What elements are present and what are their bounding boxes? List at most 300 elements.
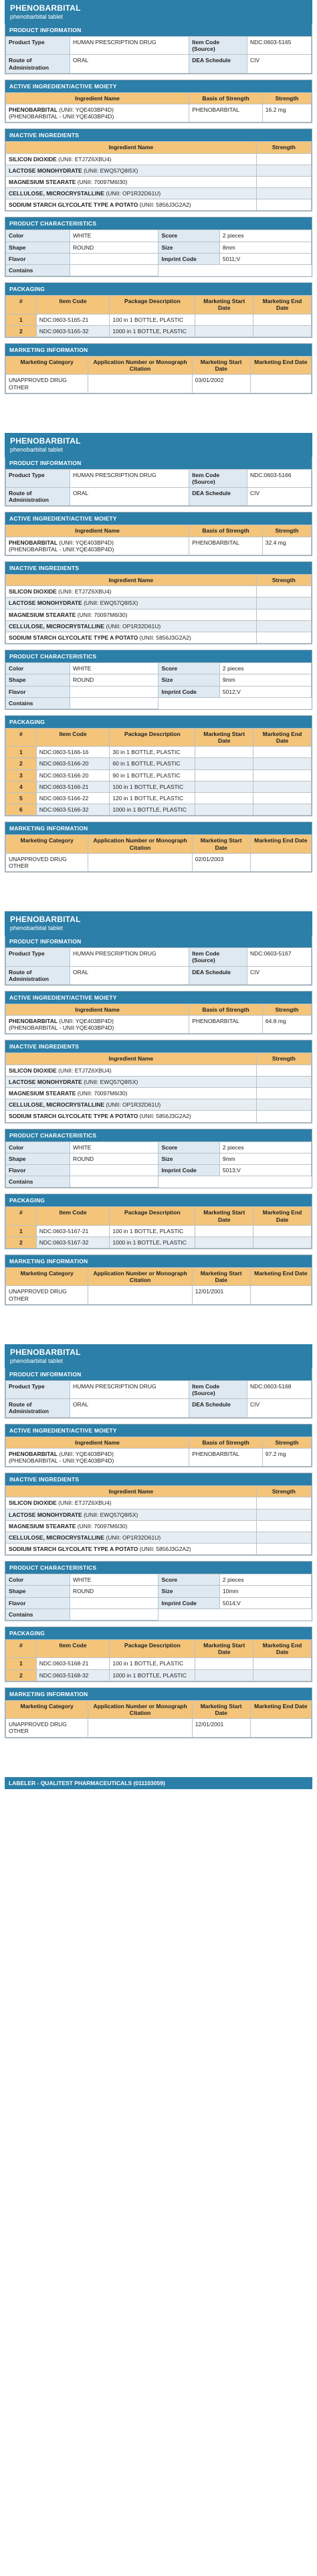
packaging-row — [6, 1225, 312, 1236]
inactive-ingredients-table — [5, 1485, 312, 1555]
marketing-information-table — [5, 356, 312, 393]
inactive-ingredient-strength — [256, 176, 311, 187]
inactive-ingredient-strength — [256, 1099, 311, 1111]
ingredient-bold-name: PHENOBARBITAL — [9, 1018, 58, 1025]
inactive-ingredients-section — [5, 1473, 312, 1556]
imprint-code-label: Imprint Code — [158, 253, 219, 264]
contains-label: Contains — [6, 1176, 70, 1188]
flavor-value — [70, 1164, 158, 1176]
ingredient-unii: (UNII: 70097M6I30) — [76, 1090, 128, 1097]
basis-of-strength: PHENOBARBITAL — [189, 1016, 263, 1034]
package-end-date — [253, 804, 312, 816]
dea-schedule-label: DEA Schedule — [189, 488, 247, 506]
inactive-ingredient-row — [6, 1099, 312, 1111]
inactive-ingredient-strength — [256, 153, 311, 165]
inactive-ingredient-name — [6, 1497, 257, 1509]
inactive-ingredient-strength — [256, 632, 311, 643]
package-start-date — [195, 758, 253, 769]
column-header: Marketing Start Date — [195, 296, 253, 314]
ingredient-bold-name: MAGNESIUM STEARATE — [9, 1522, 76, 1530]
inactive-ingredient-row — [6, 176, 312, 187]
inactive-ingredient-name — [6, 176, 257, 187]
active-moiety: (PHENOBARBITAL - UNII:YQE403BP4D) — [9, 1024, 114, 1032]
imprint-code-value: 5013;V — [219, 1164, 311, 1176]
product-information-section — [5, 1368, 312, 1418]
product-characteristics-section — [5, 217, 312, 277]
inactive-ingredient-strength — [256, 188, 311, 199]
column-header: Strength — [256, 1053, 311, 1065]
color-label: Color — [6, 1141, 70, 1153]
inactive-ingredient-row — [6, 1509, 312, 1520]
dea-schedule-value: CIV — [247, 55, 312, 73]
inactive-ingredient-name — [6, 188, 257, 199]
flavor-value — [70, 686, 158, 697]
section-title: MARKETING INFORMATION — [5, 1255, 312, 1267]
product-characteristics-section — [5, 1561, 312, 1621]
inactive-ingredient-name — [6, 1532, 257, 1543]
package-end-date — [253, 1669, 312, 1681]
inactive-ingredient-strength — [256, 1088, 311, 1099]
packaging-row — [6, 747, 312, 758]
section-title: INACTIVE INGREDIENTS — [5, 562, 312, 574]
column-header: Marketing Start Date — [192, 1700, 250, 1718]
empty-cell — [219, 1608, 311, 1620]
package-start-date — [195, 1225, 253, 1236]
ingredient-unii: (UNII: 70097M6I30) — [76, 611, 128, 618]
package-number: 4 — [6, 781, 37, 792]
column-header: Marketing Category — [6, 356, 88, 374]
package-item-code: NDC:0603-5166-32 — [36, 804, 110, 816]
product-information-table — [5, 1380, 312, 1418]
package-end-date — [253, 793, 312, 804]
ingredient-unii: (UNII: OP1R32D61U) — [104, 1101, 161, 1109]
flavor-value — [70, 1597, 158, 1608]
column-header: Strength — [256, 142, 311, 153]
column-header: Ingredient Name — [6, 1004, 189, 1015]
inactive-ingredients-section — [5, 1040, 312, 1123]
column-header: Application Number or Monograph Citation — [88, 835, 192, 853]
marketing-information-table — [5, 834, 312, 872]
active-moiety: (PHENOBARBITAL - UNII:YQE403BP4D) — [9, 545, 114, 553]
size-value: 9mm — [219, 674, 311, 686]
size-label: Size — [158, 674, 219, 686]
score-label: Score — [158, 663, 219, 674]
inactive-ingredient-strength — [256, 165, 311, 176]
ingredient-bold-name: PHENOBARBITAL — [9, 106, 58, 113]
inactive-ingredient-row — [6, 632, 312, 643]
color-value: WHITE — [70, 663, 158, 674]
packaging-table — [5, 1206, 312, 1249]
marketing-category: UNAPPROVED DRUG OTHER — [6, 1286, 88, 1304]
application-number — [88, 375, 192, 393]
active-ingredient-name — [6, 537, 189, 555]
package-item-code: NDC:0603-5166-21 — [36, 781, 110, 792]
column-header: Basis of Strength — [189, 525, 263, 537]
active-ingredient-name — [6, 104, 189, 122]
package-item-code: NDC:0603-5166-22 — [36, 793, 110, 804]
column-header: Strength — [262, 1004, 311, 1015]
score-value: 2 pieces — [219, 1574, 311, 1586]
score-label: Score — [158, 1574, 219, 1586]
marketing-start-date: 02/01/2003 — [192, 853, 250, 871]
package-start-date — [195, 314, 253, 325]
inactive-ingredient-strength — [256, 199, 311, 211]
size-value: 8mm — [219, 242, 311, 253]
strength-value: 64.8 mg — [262, 1016, 311, 1034]
inactive-ingredient-strength — [256, 620, 311, 632]
package-description: 100 in 1 BOTTLE, PLASTIC — [110, 1225, 195, 1236]
imprint-code-label: Imprint Code — [158, 1597, 219, 1608]
shape-label: Shape — [6, 674, 70, 686]
shape-label: Shape — [6, 242, 70, 253]
marketing-information-section — [5, 343, 312, 394]
package-start-date — [195, 747, 253, 758]
product-subtitle: phenobarbital tablet — [10, 446, 64, 453]
column-header: Ingredient Name — [6, 1053, 257, 1065]
column-header: Marketing Start Date — [192, 356, 250, 374]
product-subtitle: phenobarbital tablet — [10, 925, 64, 932]
route-label: Route of Administration — [6, 966, 70, 984]
ingredient-bold-name: SODIUM STARCH GLYCOLATE TYPE A POTATO — [9, 1113, 138, 1120]
active-ingredient-table — [5, 1004, 312, 1034]
packaging-table — [5, 728, 312, 816]
marketing-end-date — [250, 375, 311, 393]
package-item-code: NDC:0603-5167-32 — [36, 1236, 110, 1248]
section-title: PRODUCT INFORMATION — [5, 457, 312, 469]
active-ingredient-table — [5, 1437, 312, 1467]
ingredient-bold-name: SILICON DIOXIDE — [9, 588, 57, 595]
empty-cell — [158, 1608, 219, 1620]
ingredient-bold-name: MAGNESIUM STEARATE — [9, 611, 76, 618]
product-block — [5, 1344, 312, 1738]
color-value: WHITE — [70, 1574, 158, 1586]
ingredient-unii: (UNII: 5856J3G2A2) — [138, 1546, 191, 1553]
item-code-value: NDC:0603-5166 — [247, 469, 312, 487]
packaging-row — [6, 758, 312, 769]
package-description: 1000 in 1 BOTTLE, PLASTIC — [110, 804, 195, 816]
contains-label: Contains — [6, 697, 70, 709]
inactive-ingredient-name — [6, 199, 257, 211]
packaging-row — [6, 804, 312, 816]
column-header: Marketing Start Date — [195, 1640, 253, 1658]
product-information-section — [5, 457, 312, 507]
ingredient-unii: (UNII: ETJ7Z6XBU4) — [56, 1067, 112, 1074]
packaging-row — [6, 314, 312, 325]
ingredient-bold-name: LACTOSE MONOHYDRATE — [9, 600, 82, 607]
package-end-date — [253, 325, 312, 337]
ingredient-unii: (UNII: OP1R32D61U) — [104, 190, 161, 197]
package-number: 2 — [6, 1669, 37, 1681]
inactive-ingredient-name — [6, 632, 257, 643]
inactive-ingredient-name — [6, 1076, 257, 1087]
column-header: Strength — [262, 1437, 311, 1448]
ingredient-bold-name: MAGNESIUM STEARATE — [9, 1090, 76, 1097]
package-number: 3 — [6, 769, 37, 781]
ingredient-unii: (UNII: YQE403BP4D) — [58, 106, 114, 113]
section-title: ACTIVE INGREDIENT/ACTIVE MOIETY — [5, 513, 312, 525]
inactive-ingredient-strength — [256, 586, 311, 597]
ingredient-bold-name: MAGNESIUM STEARATE — [9, 178, 76, 185]
ingredient-bold-name: CELLULOSE, MICROCRYSTALLINE — [9, 622, 105, 630]
package-number: 2 — [6, 758, 37, 769]
inactive-ingredient-name — [6, 153, 257, 165]
package-start-date — [195, 781, 253, 792]
inactive-ingredient-name — [6, 1544, 257, 1555]
product-subtitle: phenobarbital tablet — [10, 1357, 64, 1364]
column-header: # — [6, 296, 37, 314]
product-name: PHENOBARBITAL — [10, 915, 81, 925]
shape-label: Shape — [6, 1153, 70, 1164]
column-header: Marketing End Date — [250, 356, 311, 374]
ingredient-unii: (UNII: ETJ7Z6XBU4) — [56, 1499, 112, 1507]
marketing-end-date — [250, 1719, 311, 1737]
section-title: ACTIVE INGREDIENT/ACTIVE MOIETY — [5, 80, 312, 92]
package-item-code: NDC:0603-5166-20 — [36, 758, 110, 769]
package-item-code: NDC:0603-5165-21 — [36, 314, 110, 325]
active-ingredient-section — [5, 512, 312, 556]
shape-value: ROUND — [70, 1586, 158, 1597]
active-ingredient-name — [6, 1448, 189, 1466]
product-information-section — [5, 24, 312, 74]
inactive-ingredient-name — [6, 586, 257, 597]
column-header: Application Number or Monograph Citation — [88, 356, 192, 374]
product-banner — [5, 911, 312, 935]
route-label: Route of Administration — [6, 55, 70, 73]
route-value: ORAL — [70, 55, 189, 73]
inactive-ingredients-table — [5, 1052, 312, 1122]
package-description: 100 in 1 BOTTLE, PLASTIC — [110, 1658, 195, 1669]
inactive-ingredient-name — [6, 620, 257, 632]
column-header: Marketing End Date — [250, 1700, 311, 1718]
section-title: PACKAGING — [5, 1627, 312, 1639]
column-header: Marketing End Date — [250, 1268, 311, 1286]
product-type-label: Product Type — [6, 469, 70, 487]
contains-value — [70, 1608, 158, 1620]
section-title: MARKETING INFORMATION — [5, 1688, 312, 1700]
dea-schedule-value: CIV — [247, 966, 312, 984]
ingredient-unii: (UNII: 5856J3G2A2) — [138, 1113, 191, 1120]
inactive-ingredient-name — [6, 1509, 257, 1520]
inactive-ingredient-name — [6, 165, 257, 176]
size-label: Size — [158, 1586, 219, 1597]
active-ingredient-section — [5, 1424, 312, 1468]
package-end-date — [253, 1225, 312, 1236]
shape-label: Shape — [6, 1586, 70, 1597]
ingredient-bold-name: CELLULOSE, MICROCRYSTALLINE — [9, 1534, 105, 1541]
product-information-section — [5, 935, 312, 986]
column-header: # — [6, 728, 37, 746]
column-header: Marketing End Date — [253, 1640, 312, 1658]
packaging-row — [6, 793, 312, 804]
column-header: Strength — [256, 1486, 311, 1497]
inactive-ingredient-row — [6, 1497, 312, 1509]
product-block — [5, 433, 312, 872]
column-header: Ingredient Name — [6, 1437, 189, 1448]
inactive-ingredient-name — [6, 1111, 257, 1122]
product-characteristics-section — [5, 650, 312, 710]
section-title: PACKAGING — [5, 716, 312, 728]
inactive-ingredient-strength — [256, 1076, 311, 1087]
size-label: Size — [158, 242, 219, 253]
product-type-value: HUMAN PRESCRIPTION DRUG — [70, 37, 189, 55]
imprint-code-value: 5011;V — [219, 253, 311, 264]
active-ingredient-table — [5, 525, 312, 555]
section-title: PACKAGING — [5, 283, 312, 295]
active-ingredient-section — [5, 991, 312, 1035]
ingredient-bold-name: LACTOSE MONOHYDRATE — [9, 167, 82, 174]
product-subtitle: phenobarbital tablet — [10, 13, 64, 20]
marketing-start-date: 03/01/2002 — [192, 375, 250, 393]
route-label: Route of Administration — [6, 1399, 70, 1417]
inactive-ingredients-section — [5, 128, 312, 211]
package-number: 6 — [6, 804, 37, 816]
dea-schedule-label: DEA Schedule — [189, 1399, 247, 1417]
empty-cell — [158, 697, 219, 709]
active-ingredient-name — [6, 1016, 189, 1034]
section-title: PRODUCT INFORMATION — [5, 1368, 312, 1380]
contains-value — [70, 265, 158, 276]
package-number: 5 — [6, 793, 37, 804]
ingredient-bold-name: SODIUM STARCH GLYCOLATE TYPE A POTATO — [9, 1546, 138, 1553]
ingredient-bold-name: SILICON DIOXIDE — [9, 155, 57, 163]
product-banner — [5, 1344, 312, 1368]
inactive-ingredient-row — [6, 597, 312, 609]
dea-schedule-value: CIV — [247, 488, 312, 506]
shape-value: ROUND — [70, 674, 158, 686]
package-start-date — [195, 1236, 253, 1248]
dea-schedule-value: CIV — [247, 1399, 312, 1417]
flavor-label: Flavor — [6, 253, 70, 264]
ingredient-unii: (UNII: OP1R32D61U) — [104, 622, 161, 630]
column-header: Marketing Category — [6, 1268, 88, 1286]
product-banner — [5, 0, 312, 24]
product-characteristics-table — [5, 662, 312, 709]
imprint-code-value: 5014;V — [219, 1597, 311, 1608]
package-start-date — [195, 769, 253, 781]
package-item-code: NDC:0603-5168-32 — [36, 1669, 110, 1681]
package-description: 100 in 1 BOTTLE, PLASTIC — [110, 781, 195, 792]
marketing-information-table — [5, 1700, 312, 1738]
package-end-date — [253, 314, 312, 325]
packaging-row — [6, 1236, 312, 1248]
ingredient-unii: (UNII: YQE403BP4D) — [58, 1450, 114, 1457]
score-label: Score — [158, 1141, 219, 1153]
ingredient-unii: (UNII: ETJ7Z6XBU4) — [56, 155, 112, 163]
marketing-information-section — [5, 822, 312, 872]
column-header: # — [6, 1640, 37, 1658]
column-header: Marketing Category — [6, 835, 88, 853]
product-type-value: HUMAN PRESCRIPTION DRUG — [70, 469, 189, 487]
application-number — [88, 1719, 192, 1737]
product-banner — [5, 433, 312, 457]
ingredient-unii: (UNII: YQE403BP4D) — [58, 539, 114, 546]
product-information-table — [5, 36, 312, 74]
section-title: PRODUCT CHARACTERISTICS — [5, 1129, 312, 1141]
package-description: 30 in 1 BOTTLE, PLASTIC — [110, 747, 195, 758]
package-item-code: NDC:0603-5165-32 — [36, 325, 110, 337]
product-block — [5, 911, 312, 1305]
item-code-label: Item Code (Source) — [189, 37, 247, 55]
ingredient-bold-name: SILICON DIOXIDE — [9, 1067, 57, 1074]
column-header: Strength — [256, 575, 311, 586]
inactive-ingredient-row — [6, 153, 312, 165]
ingredient-unii: (UNII: EWQ57Q8I5X) — [82, 167, 138, 174]
column-header: Item Code — [36, 296, 110, 314]
column-header: Item Code — [36, 728, 110, 746]
item-code-label: Item Code (Source) — [189, 1380, 247, 1398]
inactive-ingredient-row — [6, 188, 312, 199]
packaging-section — [5, 715, 312, 817]
route-value: ORAL — [70, 966, 189, 984]
column-header: Item Code — [36, 1207, 110, 1225]
contains-value — [70, 1176, 158, 1188]
application-number — [88, 853, 192, 871]
column-header: Application Number or Monograph Citation — [88, 1268, 192, 1286]
package-item-code: NDC:0603-5166-16 — [36, 747, 110, 758]
shape-value: ROUND — [70, 242, 158, 253]
imprint-code-label: Imprint Code — [158, 686, 219, 697]
product-type-label: Product Type — [6, 948, 70, 966]
ingredient-bold-name: CELLULOSE, MICROCRYSTALLINE — [9, 190, 105, 197]
inactive-ingredient-strength — [256, 1532, 311, 1543]
package-start-date — [195, 1669, 253, 1681]
package-number: 1 — [6, 747, 37, 758]
inactive-ingredient-strength — [256, 1509, 311, 1520]
active-ingredient-section — [5, 80, 312, 124]
color-label: Color — [6, 230, 70, 242]
package-end-date — [253, 1658, 312, 1669]
product-type-label: Product Type — [6, 37, 70, 55]
product-type-value: HUMAN PRESCRIPTION DRUG — [70, 1380, 189, 1398]
active-ingredient-table — [5, 92, 312, 123]
ingredient-bold-name: PHENOBARBITAL — [9, 539, 58, 546]
package-description: 1000 in 1 BOTTLE, PLASTIC — [110, 1236, 195, 1248]
section-title: MARKETING INFORMATION — [5, 344, 312, 356]
column-header: # — [6, 1207, 37, 1225]
basis-of-strength: PHENOBARBITAL — [189, 104, 263, 122]
score-value: 2 pieces — [219, 230, 311, 242]
ingredient-bold-name: PHENOBARBITAL — [9, 1450, 58, 1457]
flavor-label: Flavor — [6, 1164, 70, 1176]
contains-value — [70, 697, 158, 709]
labeler-bar: LABELER - QUALITEST PHARMACEUTICALS (011103059) — [5, 1777, 312, 1789]
inactive-ingredient-row — [6, 1544, 312, 1555]
inactive-ingredient-strength — [256, 1111, 311, 1122]
packaging-row — [6, 769, 312, 781]
product-characteristics-table — [5, 1141, 312, 1188]
section-title: INACTIVE INGREDIENTS — [5, 1040, 312, 1052]
ingredient-unii: (UNII: YQE403BP4D) — [58, 1018, 114, 1025]
marketing-category: UNAPPROVED DRUG OTHER — [6, 375, 88, 393]
product-information-table — [5, 947, 312, 985]
package-description: 90 in 1 BOTTLE, PLASTIC — [110, 769, 195, 781]
inactive-ingredients-table — [5, 141, 312, 211]
column-header: Application Number or Monograph Citation — [88, 1700, 192, 1718]
score-value: 2 pieces — [219, 663, 311, 674]
column-header: Marketing Start Date — [192, 1268, 250, 1286]
package-description: 120 in 1 BOTTLE, PLASTIC — [110, 793, 195, 804]
package-item-code: NDC:0603-5166-20 — [36, 769, 110, 781]
section-title: PRODUCT CHARACTERISTICS — [5, 650, 312, 662]
product-characteristics-section — [5, 1129, 312, 1189]
active-moiety: (PHENOBARBITAL - UNII:YQE403BP4D) — [9, 113, 114, 120]
imprint-code-label: Imprint Code — [158, 1164, 219, 1176]
section-title: MARKETING INFORMATION — [5, 822, 312, 834]
color-value: WHITE — [70, 1141, 158, 1153]
ingredient-unii: (UNII: 5856J3G2A2) — [138, 201, 191, 209]
basis-of-strength: PHENOBARBITAL — [189, 1448, 263, 1466]
package-end-date — [253, 781, 312, 792]
